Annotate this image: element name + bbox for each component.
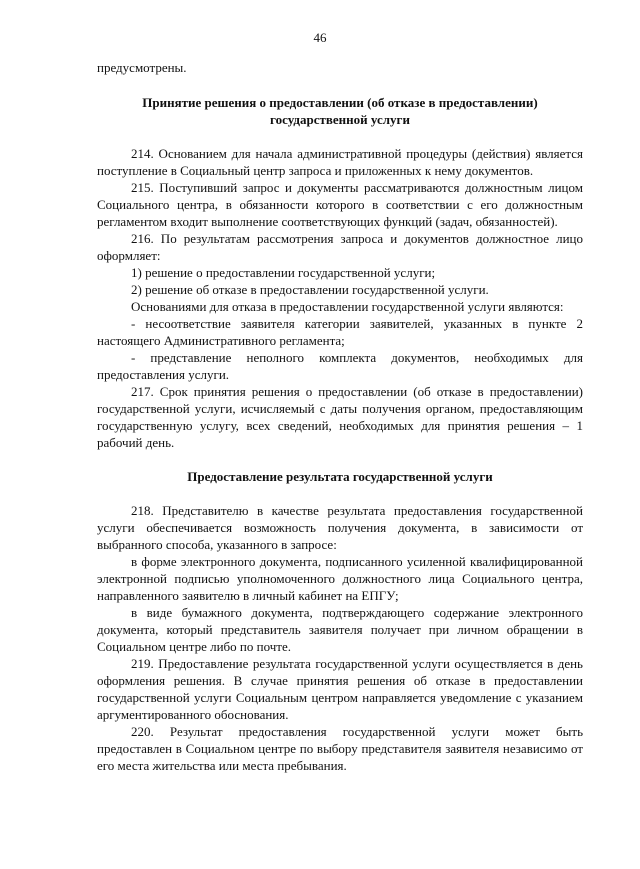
paragraph-220: 220. Результат предоставления государственной услуги может быть предоставлен в Социальном центре по выбору представителя заявителя независимо от его места жительства или места пребывания. [97, 724, 583, 773]
paragraph-217: 217. Срок принятия решения о предоставлении (об отказе в предоставлении) государственной услуги, исчисляемый с даты получения органом, предоставляющим государственную услугу, всех сведений, необходимых для принятия решения – 1 рабочий день. [97, 384, 583, 450]
list-item: - представление неполного комплекта документов, необходимых для предоставления услуги. [97, 350, 583, 382]
section-heading-result [97, 468, 583, 485]
section-body-result [97, 502, 583, 774]
paragraph-215: 215. Поступивший запрос и документы рассматриваются должностным лицом Социального центра, в обязанности которого в соответствии с его должностным регламентом входит выполнение соответствующих функций (задач, обязанностей). [97, 180, 583, 229]
section-heading-line: Предоставление результата государственной услуги [187, 469, 493, 484]
section-heading-line: Принятие решения о предоставлении (об отказе в предоставлении) [142, 95, 538, 110]
page-number: 46 [313, 30, 327, 45]
section-heading-line: государственной услуги [270, 112, 410, 127]
list-item: - несоответствие заявителя категории заявителей, указанных в пункте 2 настоящего Административного регламента; [97, 316, 583, 348]
paragraph-214: 214. Основанием для начала административной процедуры (действия) является поступление в Социальный центр запроса и приложенных к нему документов. [97, 146, 583, 178]
list-item: в форме электронного документа, подписанного усиленной квалифицированной электронной подписью уполномоченного должностного лица Социального центра, направленного заявителю в личный кабинет на ЕПГУ; [97, 554, 583, 603]
section-heading-decision [97, 94, 583, 128]
section-body-decision [97, 145, 583, 451]
list-item: 2) решение об отказе в предоставлении государственной услуги. [131, 282, 489, 297]
paragraph-219: 219. Предоставление результата государственной услуги осуществляется в день оформления решения. В случае принятия решения об отказе в предоставлении государственной услуги Социальным центром направляется уведомление с указанием аргументированного обоснования. [97, 656, 583, 722]
paragraph-refusal-grounds: Основаниями для отказа в предоставлении государственной услуги являются: [131, 299, 564, 314]
paragraph-216: 216. По результатам рассмотрения запроса и документов должностное лицо оформляет: [97, 231, 583, 263]
intro-line: предусмотрены. [97, 60, 187, 75]
list-item: в виде бумажного документа, подтверждающего содержание электронного документа, который представитель заявителя получает при личном обращении в Социальном центре либо по почте. [97, 605, 583, 654]
list-item: 1) решение о предоставлении государственной услуги; [131, 265, 436, 280]
page-content [97, 59, 583, 774]
paragraph-218: 218. Представителю в качестве результата предоставления государственной услуги обеспечивается возможность получения документа, в зависимости от выбранного способа, указанного в запросе: [97, 503, 583, 552]
